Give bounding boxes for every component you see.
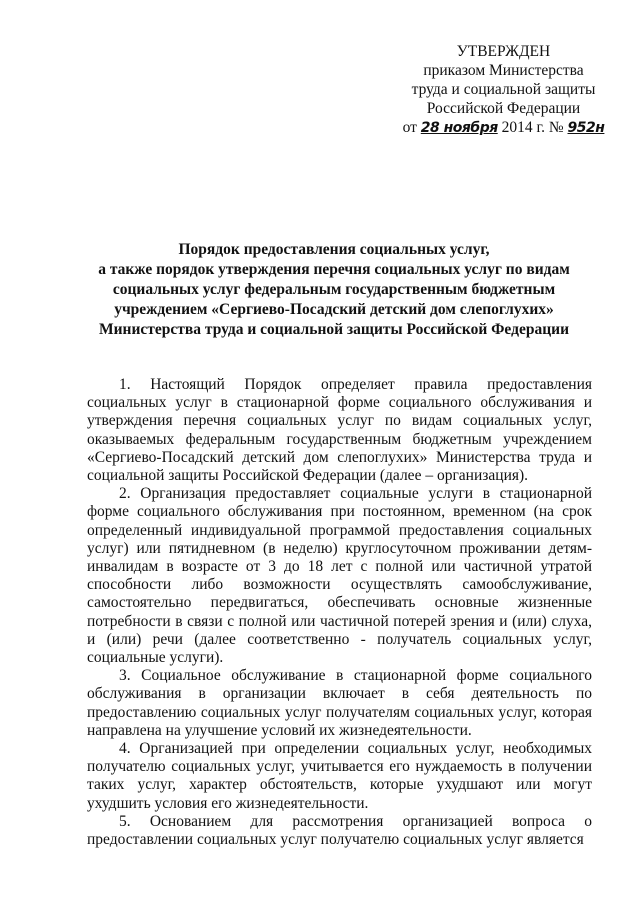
title-line-4: учреждением «Сергиево-Посадский детский дом слепоглухих» (114, 301, 554, 318)
handwritten-date: 28 ноября (420, 120, 498, 136)
document-title (60, 240, 608, 340)
handwritten-order-number: 952н (567, 120, 605, 136)
document-body (87, 376, 592, 849)
title-line-5: Министерства труда и социальной защиты Российской Федерации (99, 321, 569, 338)
title-line-3: социальных услуг федеральным государственным бюджетным (112, 281, 556, 298)
title-line-2: а также порядок утверждения перечня социальных услуг по видам (98, 261, 570, 278)
approval-date-line (396, 118, 611, 138)
approval-stamp (396, 42, 611, 138)
approval-heading: УТВЕРЖДЕН (456, 43, 551, 60)
paragraph-5: 5. Основанием для рассмотрения организацией вопроса о предоставлении социальных услуг получателю социальных услуг является (87, 812, 592, 849)
date-prefix: от (402, 119, 417, 136)
paragraph-3: 3. Социальное обслуживание в стационарной форме социального обслуживания в организации включает в себя деятельность по предоставлению социальных услуг получателям социальных услуг, которая направлена на улучшение условий их жизнедеятельности. (87, 667, 592, 739)
paragraph-4: 4. Организацией при определении социальных услуг, необходимых получателю социальных услуг, учитывается его нуждаемость в получении таких услуг, характер обстоятельств, которые ухудшают или могут ухудшить условия его жизнедеятельности. (87, 740, 592, 812)
year-text: 2014 г. № (501, 119, 564, 136)
approval-line-3: Российской Федерации (426, 100, 581, 117)
paragraph-1: 1. Настоящий Порядок определяет правила предоставления социальных услуг в стационарной форме социального обслуживания и утверждения перечня социальных услуг по видам социальных услуг, оказываемых федеральным государственным бюджетным учреждением «Сергиево-Посадский детский дом слепоглухих» Министерства труда и социальной защиты Российской Федерации (далее – организация). (87, 376, 592, 485)
paragraph-2: 2. Организация предоставляет социальные услуги в стационарной форме социального обслуживания при постоянном, временном (на срок определенный индивидуальной программой предоставления социальных услуг) или пятидневном (в неделю) круглосуточном проживании детям-инвалидам в возрасте от 3 до 18 лет с полной или частичной утратой способности либо возможности осуществлять самообслуживание, самостоятельно передвигаться, обеспечивать основные жизненные потребности в связи с полной или частичной потерей зрения и (или) слуха, и (или) речи (далее соответственно - получатель социальных услуг, социальные услуги). (87, 485, 592, 667)
approval-line-2: труда и социальной защиты (411, 81, 596, 98)
approval-line-1: приказом Министерства (423, 62, 584, 79)
title-line-1: Порядок предоставления социальных услуг, (178, 241, 490, 258)
